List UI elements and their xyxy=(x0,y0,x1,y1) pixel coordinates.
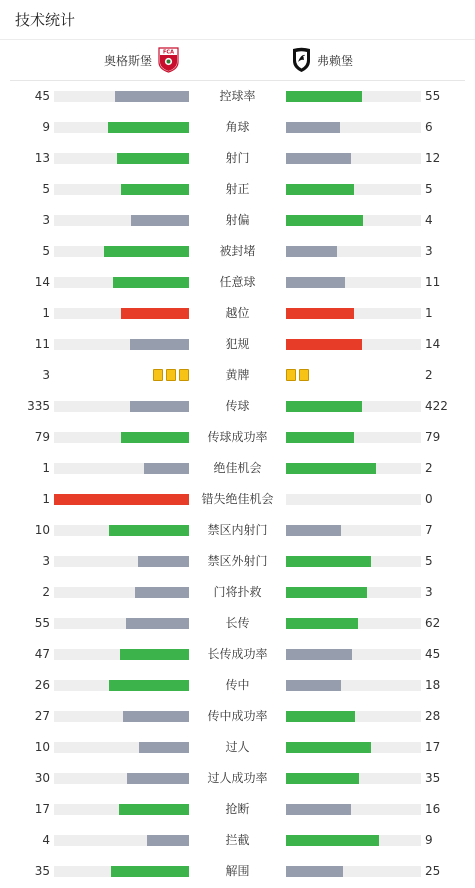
away-value: 79 xyxy=(425,430,441,444)
stat-label: 禁区外射门 xyxy=(207,554,268,568)
away-value: 7 xyxy=(425,523,433,537)
away-bar-fill xyxy=(286,432,354,443)
away-bar-fill xyxy=(286,835,379,846)
away-value: 14 xyxy=(425,337,441,351)
home-bar-track xyxy=(54,866,189,877)
stat-row xyxy=(0,112,475,143)
home-bar-track xyxy=(54,711,189,722)
away-value: 4 xyxy=(425,213,433,227)
home-bar-track xyxy=(54,277,189,288)
away-bar-fill xyxy=(286,339,362,350)
home-bar-fill xyxy=(138,556,189,567)
stat-row xyxy=(0,732,475,763)
stat-label: 错失绝佳机会 xyxy=(201,492,274,506)
home-value: 30 xyxy=(34,771,50,785)
home-bar-fill xyxy=(121,184,189,195)
away-bar-fill xyxy=(286,184,354,195)
stat-label: 禁区内射门 xyxy=(207,523,268,537)
away-bar-fill xyxy=(286,866,343,877)
away-bar-track xyxy=(286,587,421,598)
away-bar-fill xyxy=(286,618,358,629)
home-bar-fill xyxy=(135,587,189,598)
stat-row xyxy=(0,484,475,515)
stat-row xyxy=(0,825,475,856)
away-bar-fill xyxy=(286,463,376,474)
away-value: 422 xyxy=(425,399,448,413)
home-bar-track xyxy=(54,587,189,598)
stat-label: 长传 xyxy=(225,616,250,630)
home-team[interactable] xyxy=(104,40,179,80)
home-value: 9 xyxy=(42,120,50,134)
away-bar-track xyxy=(286,649,421,660)
home-bar-fill xyxy=(144,463,189,474)
home-bar-track xyxy=(54,773,189,784)
home-value: 17 xyxy=(34,802,50,816)
stat-row xyxy=(0,360,475,391)
away-value: 45 xyxy=(425,647,441,661)
away-bar-track xyxy=(286,153,421,164)
home-value: 14 xyxy=(34,275,50,289)
stat-label: 长传成功率 xyxy=(207,647,268,661)
away-bar-track xyxy=(286,711,421,722)
home-value: 3 xyxy=(42,368,50,382)
home-bar-track xyxy=(54,525,189,536)
home-bar-track xyxy=(54,308,189,319)
home-bar-track xyxy=(54,153,189,164)
team-header xyxy=(10,40,465,81)
stat-row xyxy=(0,763,475,794)
home-value: 79 xyxy=(34,430,50,444)
home-bar-fill xyxy=(113,277,189,288)
stat-row xyxy=(0,608,475,639)
stat-row xyxy=(0,515,475,546)
stat-label: 越位 xyxy=(225,306,250,320)
home-bar-fill xyxy=(130,339,189,350)
away-value: 5 xyxy=(425,182,433,196)
home-value: 55 xyxy=(34,616,50,630)
stat-label: 角球 xyxy=(225,120,250,134)
home-value: 1 xyxy=(42,306,50,320)
stats-header xyxy=(0,0,475,40)
home-bar-fill xyxy=(115,91,189,102)
away-yellow-cards xyxy=(286,369,309,382)
stat-label: 射偏 xyxy=(225,213,250,227)
home-value: 11 xyxy=(34,337,50,351)
away-bar-fill xyxy=(286,153,351,164)
yellow-card-icon xyxy=(153,369,163,381)
home-bar-track xyxy=(54,184,189,195)
stat-row xyxy=(0,701,475,732)
stat-row xyxy=(0,205,475,236)
home-bar-fill xyxy=(54,494,189,505)
home-value: 2 xyxy=(42,585,50,599)
home-bar-track xyxy=(54,215,189,226)
away-bar-track xyxy=(286,556,421,567)
yellow-card-icon xyxy=(166,369,176,381)
away-value: 25 xyxy=(425,864,441,878)
away-value: 2 xyxy=(425,368,433,382)
home-bar-fill xyxy=(121,432,189,443)
away-bar-track xyxy=(286,184,421,195)
home-bar-fill xyxy=(123,711,189,722)
home-bar-fill xyxy=(108,122,189,133)
away-bar-fill xyxy=(286,277,345,288)
yellow-card-icon xyxy=(299,369,309,381)
home-bar-track xyxy=(54,246,189,257)
home-bar-track xyxy=(54,339,189,350)
stat-label: 解围 xyxy=(225,864,250,878)
away-value: 6 xyxy=(425,120,433,134)
home-value: 1 xyxy=(42,461,50,475)
home-value: 27 xyxy=(34,709,50,723)
stat-label: 黄牌 xyxy=(225,368,250,382)
home-value: 5 xyxy=(42,244,50,258)
home-bar-track xyxy=(54,649,189,660)
stat-row xyxy=(0,329,475,360)
away-team-name: 弗赖堡 xyxy=(317,53,354,68)
away-bar-fill xyxy=(286,556,371,567)
home-bar-track xyxy=(54,91,189,102)
away-bar-fill xyxy=(286,711,355,722)
away-bar-track xyxy=(286,91,421,102)
home-value: 335 xyxy=(27,399,50,413)
stats-list xyxy=(0,81,475,887)
home-value: 4 xyxy=(42,833,50,847)
stat-label: 传中成功率 xyxy=(207,709,268,723)
away-value: 62 xyxy=(425,616,441,630)
home-bar-track xyxy=(54,432,189,443)
away-value: 2 xyxy=(425,461,433,475)
away-team[interactable] xyxy=(292,40,353,80)
away-bar-track xyxy=(286,215,421,226)
away-bar-fill xyxy=(286,215,363,226)
yellow-card-icon xyxy=(179,369,189,381)
away-bar-fill xyxy=(286,773,359,784)
away-bar-fill xyxy=(286,91,362,102)
home-bar-track xyxy=(54,463,189,474)
page-title: 技术统计 xyxy=(15,11,76,29)
stat-label: 拦截 xyxy=(225,833,250,847)
away-bar-track xyxy=(286,401,421,412)
stat-label: 控球率 xyxy=(219,89,256,103)
away-bar-track xyxy=(286,308,421,319)
away-bar-track xyxy=(286,680,421,691)
away-bar-track xyxy=(286,432,421,443)
away-bar-fill xyxy=(286,308,354,319)
stat-row xyxy=(0,236,475,267)
stat-row xyxy=(0,298,475,329)
away-value: 12 xyxy=(425,151,441,165)
home-bar-track xyxy=(54,835,189,846)
stat-label: 被封堵 xyxy=(219,244,256,258)
home-bar-fill xyxy=(111,866,189,877)
home-bar-fill xyxy=(109,525,189,536)
away-value: 1 xyxy=(425,306,433,320)
away-value: 35 xyxy=(425,771,441,785)
away-bar-track xyxy=(286,494,421,505)
away-bar-fill xyxy=(286,742,371,753)
stat-row xyxy=(0,174,475,205)
stat-row xyxy=(0,670,475,701)
stat-label: 过人 xyxy=(225,740,250,754)
away-value: 0 xyxy=(425,492,433,506)
away-value: 18 xyxy=(425,678,441,692)
home-team-name: 奥格斯堡 xyxy=(103,53,152,68)
home-bar-fill xyxy=(127,773,189,784)
away-value: 5 xyxy=(425,554,433,568)
stat-label: 射正 xyxy=(225,182,250,196)
stat-row xyxy=(0,267,475,298)
stat-label: 任意球 xyxy=(219,275,256,289)
stat-label: 过人成功率 xyxy=(207,771,268,785)
stat-row xyxy=(0,143,475,174)
away-bar-track xyxy=(286,122,421,133)
away-bar-track xyxy=(286,742,421,753)
away-bar-track xyxy=(286,618,421,629)
away-bar-track xyxy=(286,277,421,288)
away-bar-track xyxy=(286,866,421,877)
away-bar-track xyxy=(286,773,421,784)
home-bar-track xyxy=(54,556,189,567)
away-bar-track xyxy=(286,525,421,536)
stat-row xyxy=(0,422,475,453)
away-value: 55 xyxy=(425,89,441,103)
away-value: 11 xyxy=(425,275,441,289)
away-bar-fill xyxy=(286,804,351,815)
home-bar-fill xyxy=(131,215,189,226)
away-bar-fill xyxy=(286,525,341,536)
svg-text:FCA: FCA xyxy=(163,49,174,56)
home-value: 5 xyxy=(42,182,50,196)
home-value: 35 xyxy=(34,864,50,878)
home-bar-fill xyxy=(121,308,189,319)
home-value: 3 xyxy=(42,554,50,568)
away-bar-track xyxy=(286,463,421,474)
stat-label: 门将扑救 xyxy=(213,585,262,599)
home-value: 45 xyxy=(34,89,50,103)
augsburg-badge-icon xyxy=(158,47,179,73)
yellow-card-icon xyxy=(286,369,296,381)
home-bar-fill xyxy=(119,804,189,815)
home-value: 10 xyxy=(34,523,50,537)
home-bar-track xyxy=(54,618,189,629)
away-bar-track xyxy=(286,835,421,846)
away-value: 28 xyxy=(425,709,441,723)
home-value: 10 xyxy=(34,740,50,754)
stat-row xyxy=(0,856,475,887)
home-value: 3 xyxy=(42,213,50,227)
home-bar-track xyxy=(54,122,189,133)
stat-row xyxy=(0,391,475,422)
home-bar-track xyxy=(54,401,189,412)
home-bar-fill xyxy=(130,401,189,412)
home-bar-fill xyxy=(126,618,189,629)
home-bar-fill xyxy=(104,246,189,257)
stat-label: 传中 xyxy=(225,678,250,692)
home-bar-track xyxy=(54,742,189,753)
home-bar-track xyxy=(54,804,189,815)
away-value: 16 xyxy=(425,802,441,816)
stat-label: 犯规 xyxy=(225,337,250,351)
stat-label: 抢断 xyxy=(225,802,250,816)
away-bar-fill xyxy=(286,401,362,412)
away-value: 3 xyxy=(425,244,433,258)
away-value: 17 xyxy=(425,740,441,754)
stat-label: 绝佳机会 xyxy=(213,461,262,475)
stat-row xyxy=(0,639,475,670)
home-bar-fill xyxy=(139,742,189,753)
home-bar-fill xyxy=(120,649,189,660)
stat-row xyxy=(0,81,475,112)
away-bar-fill xyxy=(286,122,340,133)
away-bar-track xyxy=(286,339,421,350)
home-value: 13 xyxy=(34,151,50,165)
away-bar-fill xyxy=(286,680,341,691)
home-value: 26 xyxy=(34,678,50,692)
home-bar-track xyxy=(54,680,189,691)
away-bar-fill xyxy=(286,246,337,257)
home-value: 47 xyxy=(34,647,50,661)
away-value: 3 xyxy=(425,585,433,599)
away-bar-track xyxy=(286,246,421,257)
stat-label: 射门 xyxy=(225,151,250,165)
stat-label: 传球 xyxy=(225,399,250,413)
home-yellow-cards xyxy=(153,369,189,382)
away-bar-fill xyxy=(286,587,367,598)
away-bar-track xyxy=(286,804,421,815)
stat-row xyxy=(0,546,475,577)
stat-label: 传球成功率 xyxy=(207,430,268,444)
freiburg-badge-icon xyxy=(292,47,311,73)
stat-row xyxy=(0,794,475,825)
home-bar-fill xyxy=(109,680,189,691)
home-value: 1 xyxy=(42,492,50,506)
away-bar-fill xyxy=(286,649,352,660)
stat-row xyxy=(0,453,475,484)
home-bar-track xyxy=(54,494,189,505)
home-bar-fill xyxy=(117,153,189,164)
home-bar-fill xyxy=(147,835,189,846)
away-value: 9 xyxy=(425,833,433,847)
stat-row xyxy=(0,577,475,608)
